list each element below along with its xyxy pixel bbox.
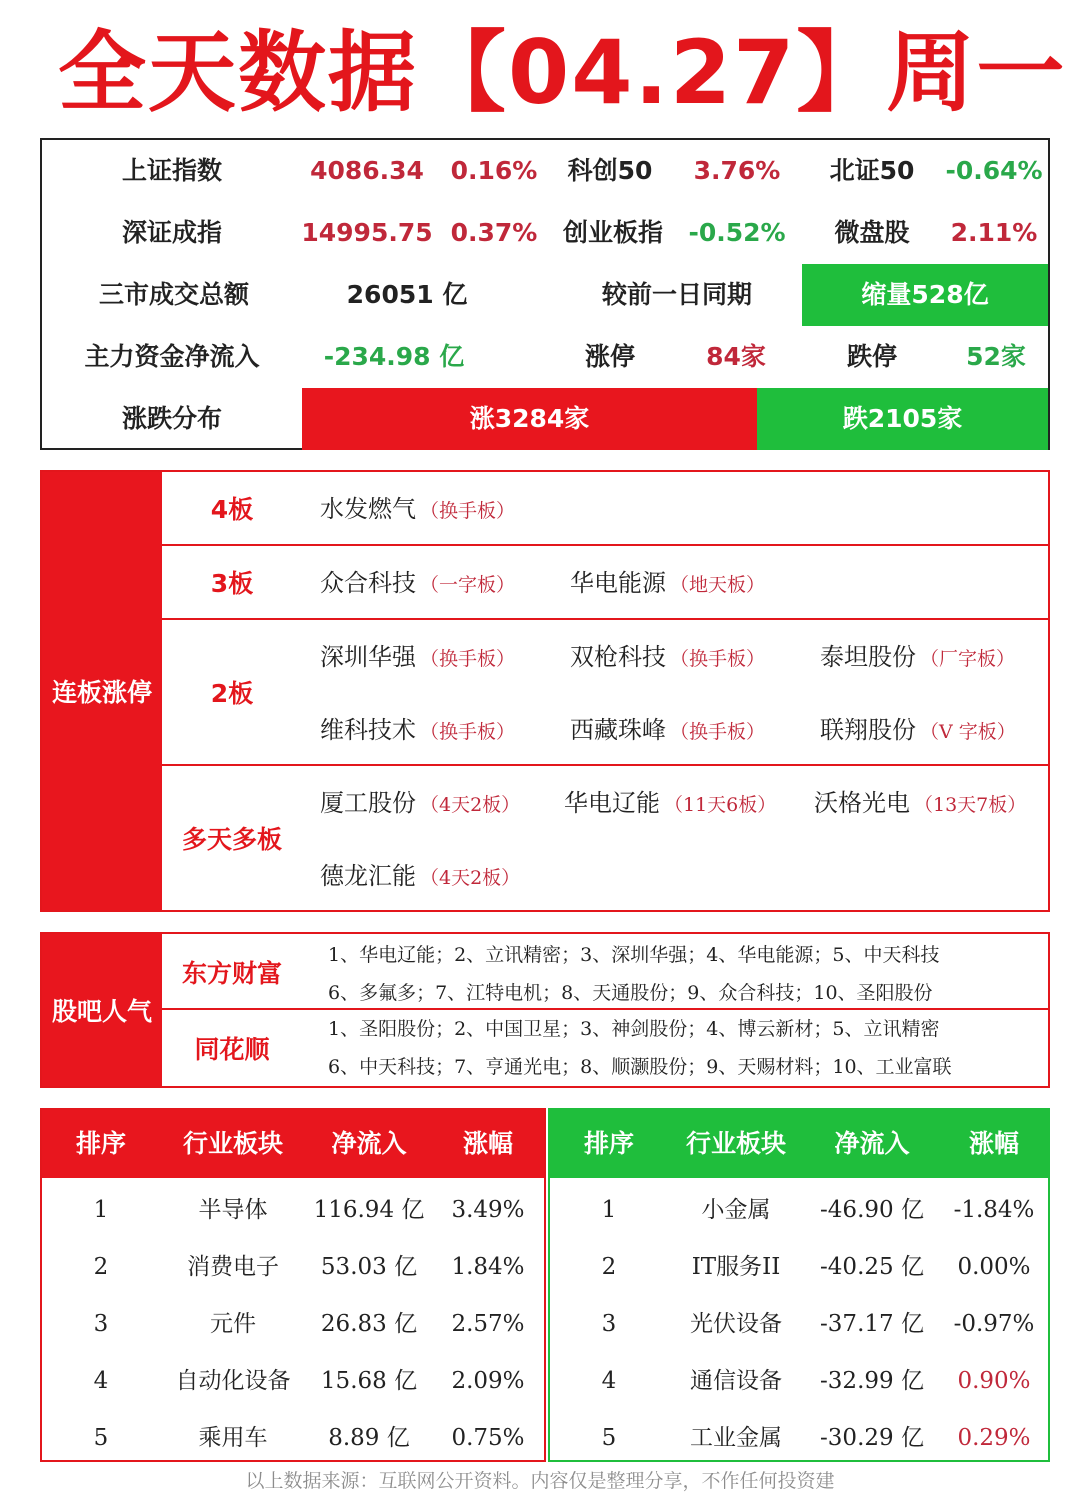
stock-item: 厦工股份 （4天2板） [320,789,521,817]
sector-cell: 消费电子 [187,1254,279,1280]
turnover-compare-badge: 缩量528亿 [802,264,1048,326]
stock-item: 双枪科技 （换手板） [570,643,766,671]
change-cell: 1.84% [451,1254,525,1280]
table-row [550,1239,1048,1296]
sector-cell: 小金属 [701,1197,771,1223]
stock-item: 华电辽能 （11天6板） [564,789,777,817]
sh-index-pct: 0.16% [450,156,538,185]
cyb-pct: -0.52% [688,218,786,247]
sector-cell: 乘用车 [198,1425,268,1451]
popularity-row-tonghuashun [162,1010,1048,1086]
header-sector: 行业板块 [182,1129,283,1158]
rank-cell: 3 [93,1311,109,1337]
bz50-pct: -0.64% [945,156,1043,185]
net-inflow-cell: -32.99 亿 [820,1368,924,1394]
table-row [42,1296,544,1353]
table-row [550,1353,1048,1410]
sector-cell: 通信设备 [690,1368,782,1394]
sector-cell: 光伏设备 [690,1311,782,1337]
header-net-inflow: 净流入 [834,1129,910,1158]
board-section-title: 连板涨停 [42,472,162,910]
mainflow-value: -234.98 亿 [323,342,465,371]
stock-item: 德龙汇能 （4天2板） [320,862,521,890]
net-inflow-cell: 53.03 亿 [320,1254,418,1280]
popularity-section-title: 股吧人气 [42,934,162,1086]
market-summary-table [40,138,1050,450]
summary-row-2 [42,202,1048,264]
limit-up-value: 84家 [706,342,766,371]
change-cell: 0.29% [957,1425,1031,1451]
popularity-list-line: 6、多氟多；7、江特电机；8、天通股份；9、众合科技；10、圣阳股份 [328,982,933,1004]
rank-cell: 5 [93,1425,109,1451]
table-row [550,1410,1048,1467]
turnover-value: 26051 亿 [346,280,468,309]
sh-index-label: 上证指数 [121,156,222,185]
change-cell: 2.09% [451,1368,525,1394]
header-sector: 行业板块 [685,1129,786,1158]
source-disclaimer: 以上数据来源：互联网公开资料。内容仅是整理分享，不作任何投资建 [245,1470,835,1492]
summary-row-1 [42,140,1048,202]
page-title: 全天数据【04.27】周一 [58,21,1067,124]
board-row-label: 多天多板 [181,825,282,854]
wpg-label: 微盘股 [834,218,910,247]
kc50-pct: 3.76% [693,156,781,185]
sector-cell: 半导体 [198,1197,268,1223]
rank-cell: 4 [601,1368,617,1394]
net-inflow-cell: 26.83 亿 [320,1311,418,1337]
sector-cell: IT服务II [691,1254,781,1280]
sector-inflow-table [40,1108,546,1462]
sz-index-label: 深证成指 [121,218,222,247]
net-inflow-cell: -46.90 亿 [820,1197,924,1223]
bz50-label: 北证50 [829,156,915,185]
stock-item: 众合科技 （一字板） [320,569,516,597]
header-net-inflow: 净流入 [331,1129,407,1158]
board-row-4 [162,472,1048,546]
sector-cell: 工业金属 [690,1425,782,1451]
cyb-label: 创业板指 [562,218,663,247]
sz-index-pct: 0.37% [450,218,538,247]
limit-up-label: 涨停 [584,342,635,371]
header-rank: 排序 [583,1129,634,1158]
decliners-bar: 跌2105家 [757,388,1048,450]
net-inflow-cell: -37.17 亿 [820,1311,924,1337]
consecutive-limit-up-board [40,470,1050,912]
table-header [550,1110,1048,1178]
sector-cell: 元件 [210,1311,256,1337]
rank-cell: 3 [601,1311,617,1337]
board-row-label: 4板 [210,495,254,524]
table-row [550,1182,1048,1239]
limit-down-value: 52家 [966,342,1026,371]
stock-item: 水发燃气 （换手板） [320,495,516,523]
change-cell: 3.49% [451,1197,525,1223]
change-cell: -0.97% [953,1311,1035,1337]
kc50-label: 科创50 [567,156,653,185]
summary-row-3 [42,264,1048,326]
summary-row-4 [42,326,1048,388]
change-cell: -1.84% [953,1197,1035,1223]
sh-index-value: 4086.34 [310,156,424,185]
turnover-label: 三市成交总额 [98,280,249,309]
rank-cell: 1 [93,1197,109,1223]
header-rank: 排序 [75,1129,126,1158]
header-change: 涨幅 [462,1129,513,1158]
summary-row-5 [42,388,1048,450]
sz-index-value: 14995.75 [301,218,433,247]
net-inflow-cell: 8.89 亿 [328,1425,410,1451]
sector-outflow-table [548,1108,1050,1462]
turnover-compare-label: 较前一日同期 [601,280,752,309]
rank-cell: 5 [601,1425,617,1451]
wpg-pct: 2.11% [950,218,1038,247]
stock-item: 沃格光电 （13天7板） [814,789,1027,817]
net-inflow-cell: 116.94 亿 [313,1197,425,1223]
table-row [42,1353,544,1410]
popularity-list-line: 6、中天科技；7、亨通光电；8、顺灏股份；9、天赐材料；10、工业富联 [328,1056,952,1078]
popularity-source-label: 东方财富 [181,959,282,988]
stock-item: 维科技术 （换手板） [320,716,516,744]
forum-popularity-section [40,932,1050,1088]
mainflow-label: 主力资金净流入 [84,342,260,371]
board-row-label: 3板 [210,569,254,598]
board-row-2 [162,620,1048,766]
distribution-label: 涨跌分布 [121,404,222,433]
table-row [42,1239,544,1296]
table-header [42,1110,544,1178]
rank-cell: 2 [93,1254,109,1280]
advancers-bar: 涨3284家 [302,388,757,450]
stock-item: 华电能源 （地天板） [570,569,766,597]
table-row [42,1410,544,1467]
stock-item: 联翔股份 （V 字板） [820,716,1016,744]
change-cell: 0.00% [957,1254,1031,1280]
board-row-3 [162,546,1048,620]
sector-cell: 自动化设备 [175,1368,291,1394]
limit-down-label: 跌停 [846,342,897,371]
popularity-row-eastmoney [162,934,1048,1010]
net-inflow-cell: 15.68 亿 [320,1368,418,1394]
popularity-list-line: 1、华电辽能；2、立讯精密；3、深圳华强；4、华电能源；5、中天科技 [328,944,940,966]
table-row [42,1182,544,1239]
change-cell: 2.57% [451,1311,525,1337]
stock-item: 西藏珠峰 （换手板） [570,716,766,744]
stock-item: 泰坦股份 （厂字板） [820,643,1016,671]
rank-cell: 1 [601,1197,617,1223]
rank-cell: 2 [601,1254,617,1280]
board-row-label: 2板 [210,679,254,708]
change-cell: 0.90% [957,1368,1031,1394]
popularity-source-label: 同花顺 [194,1035,270,1064]
header-change: 涨幅 [968,1129,1019,1158]
table-row [550,1296,1048,1353]
popularity-list-line: 1、圣阳股份；2、中国卫星；3、神剑股份；4、博云新材；5、立讯精密 [328,1018,940,1040]
net-inflow-cell: -40.25 亿 [820,1254,924,1280]
stock-item: 深圳华强 （换手板） [320,643,516,671]
rank-cell: 4 [93,1368,109,1394]
change-cell: 0.75% [451,1425,525,1451]
net-inflow-cell: -30.29 亿 [820,1425,924,1451]
board-row-multi-day [162,766,1048,910]
